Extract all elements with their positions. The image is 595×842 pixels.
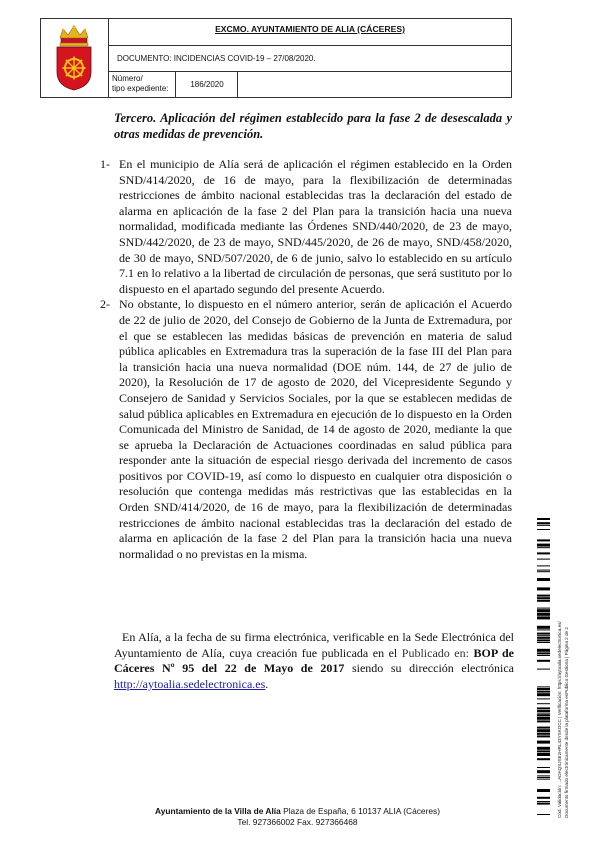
closing-end: . (265, 676, 269, 691)
closing-text-2: siendo su dirección electrónica (344, 661, 514, 676)
bop-reference: BOP de Cáceres Nº 95 del 22 de Mayo de 2017 (114, 645, 515, 676)
validation-code-text: Cód. Validación: ...ADAQSJSE2HRL43YSKOCC | Verificación: https://aytoalia.sedelectronica.es/ (557, 621, 562, 818)
file-number-value: 186/2020 (177, 72, 238, 97)
measures-list (100, 157, 512, 562)
document-header (40, 18, 512, 98)
file-number-label-line2: tipo expediente: (112, 84, 169, 93)
list-item-number: 2- (100, 297, 110, 312)
closing-paragraph (114, 630, 514, 692)
closing-text-1: En Alía, a la fecha de su firma electrónica, verificable en la Sede Electrónica del Ayuntamiento de Alía, cuya creación fue publicada en el (114, 630, 514, 660)
sede-link[interactable]: http://aytoalia.sedelectronica.es (114, 676, 266, 691)
file-number-label (109, 72, 176, 97)
published-label: Publicado en: (401, 645, 474, 660)
list-item-text: En el municipio de Alía será de aplicación el régimen establecido en la Orden SND/414/2020, de 16 de mayo, para la flexibilización de determinadas restricciones de ámbito nacional establecidas tras la declaración del estado de alarma en aplicación de la fase 2 del Plan para la transición hacia una nueva normalidad, modificada mediante las Órdenes SND/440/2020, de 23 de mayo, SND/442/2020, de 23 de mayo, SND/445/2020, de 26 de mayo, SND/458/2020, de 30 de mayo, SND/507/2020, de 6 de junio, salvo lo establecido en su artículo 7.1 en lo relativo a la libertad de circulación de personas, que será sustituto por lo dispuesto en el apartado segundo del presente Acuerdo. (119, 157, 512, 296)
coat-of-arms-icon (51, 24, 97, 92)
footer-phones: Tel. 927366002 Fax. 927366468 (237, 817, 358, 827)
list-item-text: No obstante, lo dispuesto en el número anterior, serán de aplicación el Acuerdo de 22 de julio de 2020, del Consejo de Gobierno de la Junta de Extremadura, por el que se establecen las medidas básicas de prevención en materia de salud pública aplicables en Extremadura tras la superación de la fase III del Plan para la transición hacia una nueva normalidad (DOE núm. 144, de 27 de julio de 2020), la Resolución de 17 de agosto de 2020, del Vicepresidente Segundo y Consejero de Sanidad y Servicios Sociales, por la que se establecen medidas de salud pública aplicables en Extremadura en ejecución de lo dispuesto en la Orden Comunicada del Ministro de Sanidad, de 14 de agosto de 2020, mediante la que se aprueba la Declaración de Actuaciones coordinadas en salud pública para responder ante la situación de especial riesgo derivada del incremento de casos positivos por COVID-19, así como lo dispuesto en cualquier otra disposición o resolución que contenga medidas más restrictivas que las establecidas en la Orden SND/414/2020, de 16 de mayo, para la flexibilización de determinadas restricciones de ámbito nacional establecidas tras la declaración del estado de alarma en aplicación de la fase 2 del Plan para la transición hacia una nueva normalidad o no previstas en la misma. (119, 297, 512, 561)
header-number-row (109, 72, 511, 97)
footer-address-line (0, 806, 595, 817)
file-number-label-line1: Número/ (112, 74, 143, 83)
header-title-row (109, 19, 511, 46)
list-item (100, 157, 512, 297)
list-item-number: 1- (100, 157, 110, 171)
header-document-row (109, 46, 511, 72)
header-document: DOCUMENTO: INCIDENCIAS COVID-19 – 27/08/2020. (117, 54, 316, 63)
footer-name: Ayuntamiento de la Villa de Alía (154, 806, 281, 816)
page-footer (0, 806, 595, 828)
list-item (100, 297, 512, 562)
barcode-icon (537, 518, 550, 818)
crest-cell (41, 19, 109, 97)
electronic-signature-text: Documento firmado electrónicamente desde la plataforma esPublico Gestiona | Página 2 de 2 (564, 627, 569, 818)
footer-address: Plaza de España, 6 10137 ALIA (Cáceres) (280, 806, 441, 816)
section-heading: Tercero. Aplicación del régimen establecido para la fase 2 de desescalada y otras medidas de prevención. (114, 111, 512, 141)
header-title: EXCMO. AYUNTAMIENTO DE ALIA (CÁCERES) (215, 24, 405, 34)
